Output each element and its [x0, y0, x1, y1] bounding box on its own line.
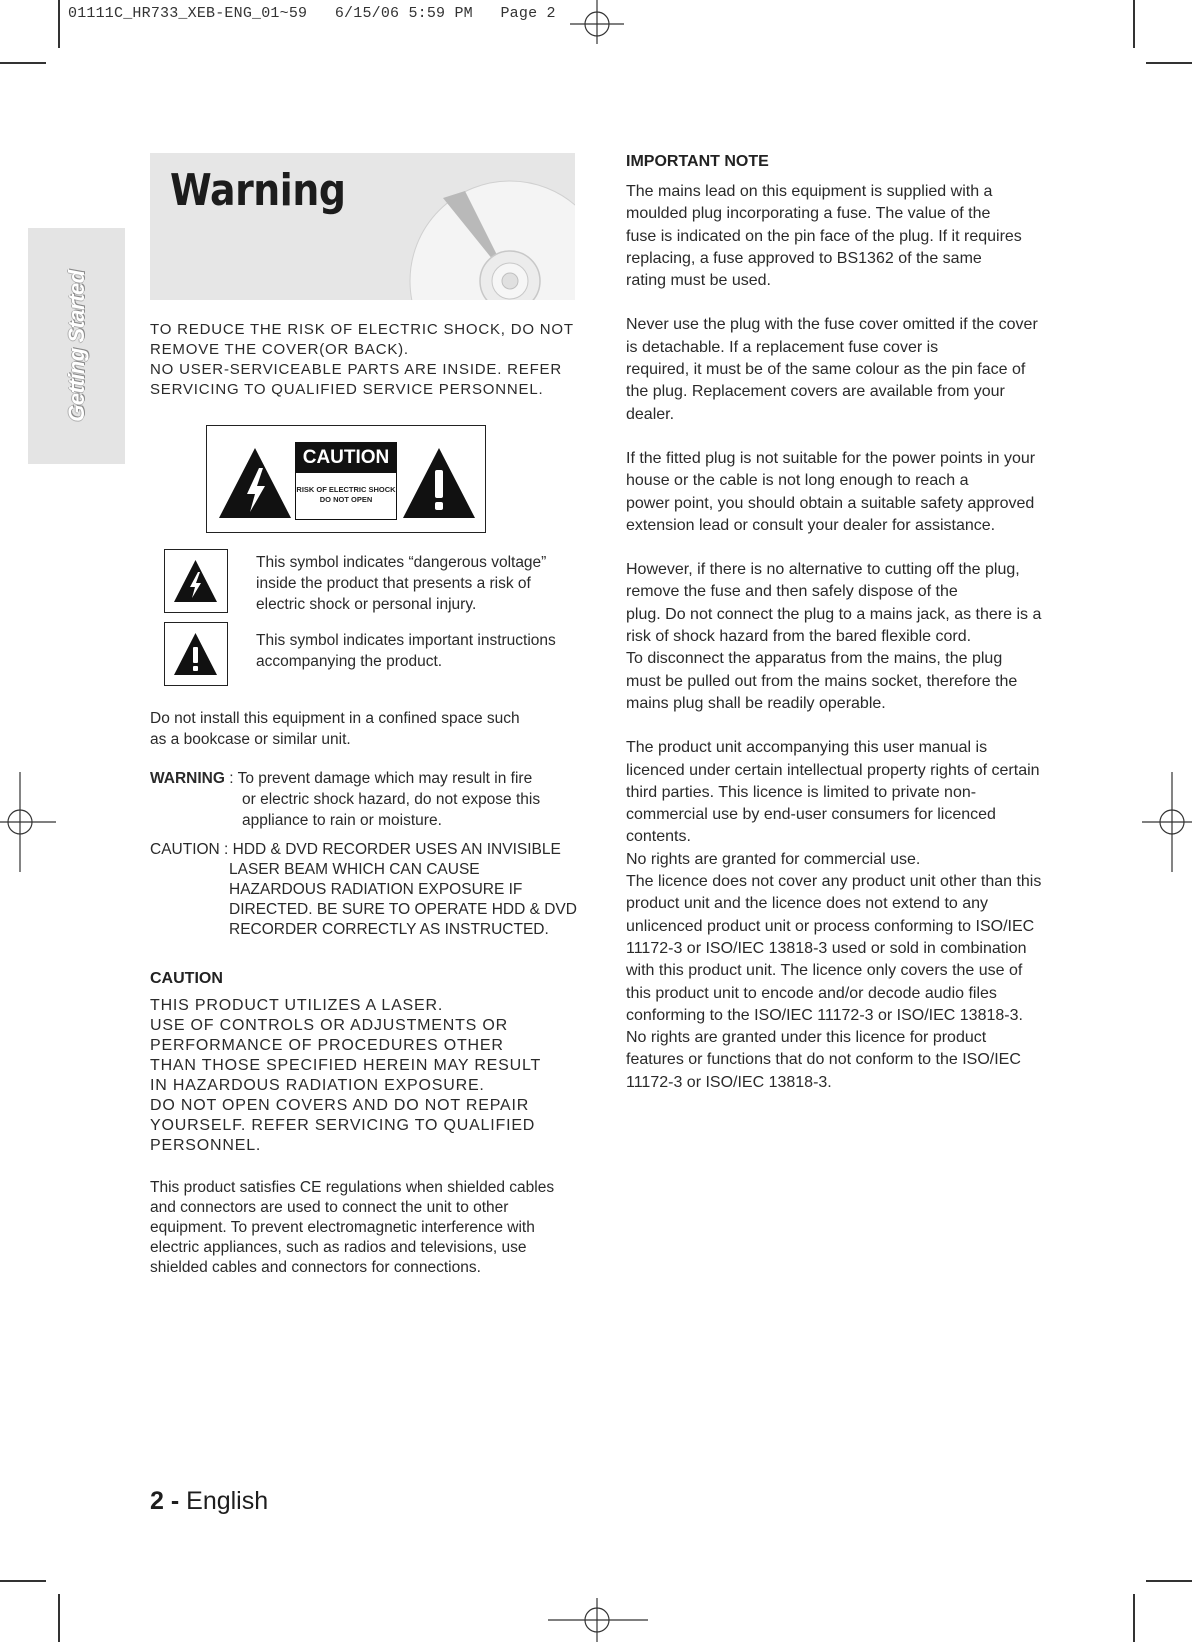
warning-label: WARNING: [150, 770, 225, 787]
note-line: moulded plug incorporating a fuse. The value of the: [626, 205, 991, 223]
note-line: contents.: [626, 828, 691, 846]
note-line: unlicenced product unit or process conforming to ISO/IEC: [626, 917, 1035, 935]
note-line: To disconnect the apparatus from the mains, the plug: [626, 650, 1003, 668]
voltage-line: This symbol indicates “dangerous voltage”: [256, 554, 547, 571]
section-header: [150, 153, 575, 300]
note-line: plug. Do not connect the plug to a mains jack, as there is a: [626, 605, 1042, 623]
intro-line: NO USER-SERVICEABLE PARTS ARE INSIDE. REFER: [150, 361, 562, 378]
instruction-line: This symbol indicates important instructions: [256, 632, 556, 649]
instruction-line: accompanying the product.: [256, 653, 443, 670]
voltage-line: inside the product that presents a risk of: [256, 575, 531, 592]
note-line: replacing, a fuse approved to BS1362 of the same: [626, 249, 982, 267]
note-line: product unit and the licence does not extend to any: [626, 895, 989, 913]
exclamation-icon: [165, 623, 226, 684]
note-line: required, it must be of the same colour as the pin face of: [626, 361, 1026, 379]
side-tab: [28, 228, 125, 464]
warning-sep: :: [224, 770, 238, 787]
ce-line: This product satisfies CE regulations when shielded cables: [150, 1179, 555, 1196]
caution-note-line: RECORDER CORRECTLY AS INSTRUCTED.: [229, 921, 549, 938]
warning-note: [150, 768, 580, 831]
note-line: the plug. Replacement covers are available from your: [626, 383, 1005, 401]
caution-note: [150, 840, 577, 940]
ce-line: and connectors are used to connect the unit to other: [150, 1199, 509, 1216]
important-paragraph: [626, 181, 1041, 292]
warning-line: or electric shock hazard, do not expose this: [242, 791, 541, 808]
note-line: rating must be used.: [626, 272, 771, 290]
note-line: licenced under certain intellectual property rights of certain: [626, 761, 1040, 779]
important-paragraph: [626, 737, 1041, 1094]
lightning-icon: [165, 550, 226, 611]
ce-line: shielded cables and connectors for connections.: [150, 1259, 481, 1276]
caution-note-line: DIRECTED. BE SURE TO OPERATE HDD & DVD: [229, 901, 577, 918]
confined-line: as a bookcase or similar unit.: [150, 731, 351, 748]
caution-section-line: THIS PRODUCT UTILIZES A LASER.: [150, 997, 444, 1014]
note-line: this product unit to encode and/or decode audio files: [626, 984, 997, 1002]
page-language: English: [186, 1487, 269, 1515]
caution-label: [206, 425, 486, 533]
note-line: If the fitted plug is not suitable for the power points in your: [626, 449, 1036, 467]
caution-note-line: HAZARDOUS RADIATION EXPOSURE IF: [229, 881, 523, 898]
ce-line: equipment. To prevent electromagnetic interference with: [150, 1219, 535, 1236]
warning-line: appliance to rain or moisture.: [242, 812, 442, 829]
note-line: features or functions that do not conform to the ISO/IEC: [626, 1051, 1021, 1069]
note-line: 11172-3 or ISO/IEC 13818-3.: [626, 1073, 832, 1091]
intro-warning: [150, 320, 574, 400]
confined-space-note: [150, 708, 520, 750]
instruction-symbol-text: [256, 630, 556, 672]
note-line: Never use the plug with the fuse cover omitted if the cover: [626, 316, 1038, 334]
caution-note-line: HDD & DVD RECORDER USES AN INVISIBLE: [232, 841, 561, 858]
note-line: conforming to the ISO/IEC 11172-3 or ISO/IEC 13818-3.: [626, 1006, 1023, 1024]
caution-section-line: YOURSELF. REFER SERVICING TO QUALIFIED: [150, 1117, 536, 1134]
caution-plate: [295, 442, 397, 520]
voltage-symbol-text: [256, 552, 546, 615]
caution-plate-title: CAUTION: [296, 443, 396, 473]
important-note-body: [626, 181, 1041, 1094]
caution-section-text: [150, 996, 541, 1156]
page-number: 2 -: [150, 1487, 180, 1515]
warning-line: To prevent damage which may result in fire: [237, 770, 533, 787]
intro-line: TO REDUCE THE RISK OF ELECTRIC SHOCK, DO NOT: [150, 321, 574, 338]
voltage-line: electric shock or personal injury.: [256, 596, 477, 613]
caution-plate-line2: DO NOT OPEN: [319, 495, 373, 504]
important-paragraph: [626, 559, 1041, 715]
caution-note-line: LASER BEAM WHICH CAN CAUSE: [229, 861, 480, 878]
page-title: Warning: [170, 165, 346, 216]
note-line: must be pulled out from the mains socket, therefore the: [626, 672, 1018, 690]
ce-note: [150, 1178, 554, 1278]
confined-line: Do not install this equipment in a confined space such: [150, 710, 520, 727]
note-line: remove the fuse and then safely dispose of the: [626, 583, 958, 601]
note-line: The product unit accompanying this user manual is: [626, 739, 988, 757]
note-line: power point, you should obtain a suitable safety approved: [626, 494, 1035, 512]
caution-section-line: PERSONNEL.: [150, 1137, 262, 1154]
intro-line: SERVICING TO QUALIFIED SERVICE PERSONNEL.: [150, 381, 544, 398]
note-line: dealer.: [626, 405, 675, 423]
caution-note-label: CAUTION :: [150, 841, 233, 858]
note-line: house or the cable is not long enough to reach a: [626, 472, 969, 490]
caution-section-line: IN HAZARDOUS RADIATION EXPOSURE.: [150, 1077, 485, 1094]
note-line: risk of shock hazard from the bared flexible cord.: [626, 628, 972, 646]
page-footer: [150, 1487, 268, 1516]
note-line: However, if there is no alternative to cutting off the plug,: [626, 561, 1020, 579]
note-line: is detachable. If a replacement fuse cover is: [626, 338, 939, 356]
caution-plate-line1: RISK OF ELECTRIC SHOCK: [296, 485, 396, 494]
side-tab-label: Getting Started: [63, 270, 89, 422]
note-line: extension lead or consult your dealer for assistance.: [626, 516, 996, 534]
important-note-heading: IMPORTANT NOTE: [626, 153, 769, 170]
note-line: commercial use by end-user consumers for licenced: [626, 806, 996, 824]
disc-icon: [395, 153, 575, 300]
intro-line: REMOVE THE COVER(OR BACK).: [150, 341, 409, 358]
caution-section-line: USE OF CONTROLS OR ADJUSTMENTS OR: [150, 1017, 508, 1034]
note-line: fuse is indicated on the pin face of the plug. If it requires: [626, 227, 1022, 245]
caution-heading: CAUTION: [150, 970, 223, 987]
voltage-symbol-box: [164, 549, 228, 613]
note-line: No rights are granted for commercial use.: [626, 850, 921, 868]
note-line: The mains lead on this equipment is supplied with a: [626, 183, 993, 200]
caution-section-line: DO NOT OPEN COVERS AND DO NOT REPAIR: [150, 1097, 530, 1114]
print-header: 01111C_HR733_XEB-ENG_01~59 6/15/06 5:59 PM Page 2: [68, 5, 556, 22]
important-paragraph: [626, 448, 1041, 537]
note-line: No rights are granted under this licence for product: [626, 1029, 987, 1047]
ce-line: electric appliances, such as radios and televisions, use: [150, 1239, 527, 1256]
note-line: third parties. This licence is limited to private non-: [626, 783, 977, 801]
caution-section-line: THAN THOSE SPECIFIED HEREIN MAY RESULT: [150, 1057, 542, 1074]
note-line: with this product unit. The licence only covers the use of: [626, 962, 1023, 980]
instruction-symbol-box: [164, 622, 228, 686]
note-line: 11172-3 or ISO/IEC 13818-3 used or sold in combination: [626, 939, 1027, 957]
caution-section-line: PERFORMANCE OF PROCEDURES OTHER: [150, 1037, 504, 1054]
note-line: mains plug shall be readily operable.: [626, 694, 886, 712]
lightning-warning-icon: [217, 446, 293, 520]
important-paragraph: [626, 314, 1041, 425]
exclamation-warning-icon: [401, 446, 477, 520]
note-line: The licence does not cover any product unit other than this: [626, 873, 1042, 891]
